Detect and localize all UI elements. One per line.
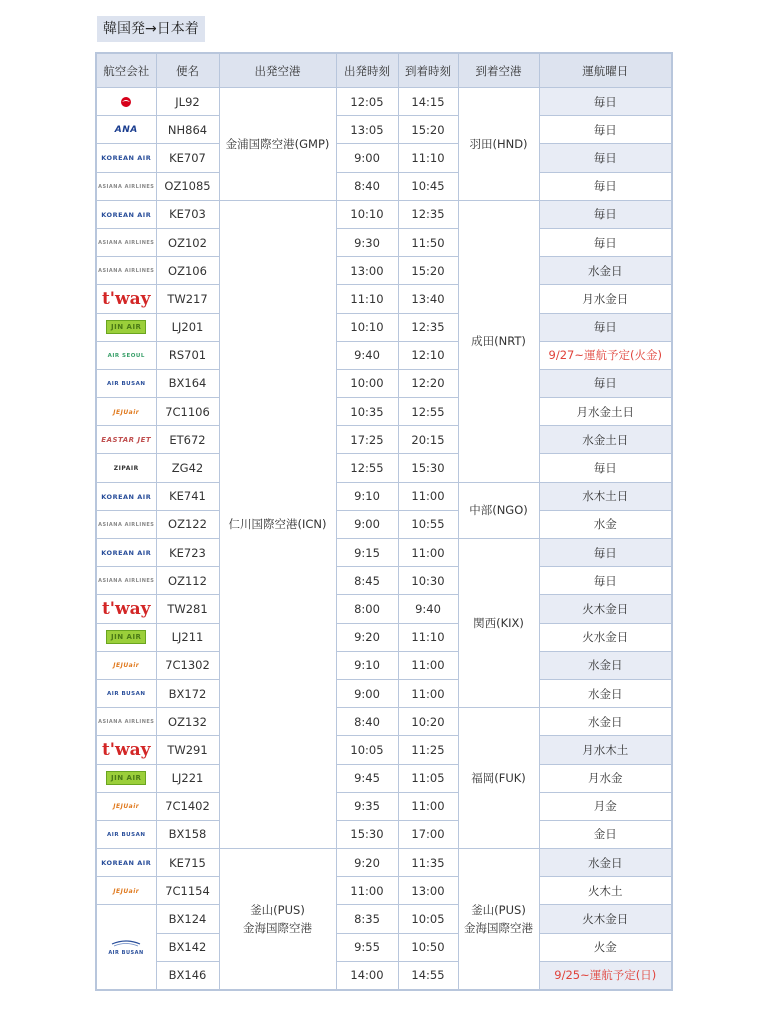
flight-number: KE715 — [156, 849, 219, 877]
departure-time: 10:00 — [336, 369, 398, 397]
operating-days: 毎日 — [539, 228, 672, 256]
header-operating-days: 運航曜日 — [539, 53, 672, 88]
table-row — [96, 341, 672, 369]
table-row — [96, 172, 672, 200]
operating-days: 毎日 — [539, 539, 672, 567]
operating-days: 毎日 — [539, 313, 672, 341]
arrival-time: 10:50 — [398, 933, 458, 961]
table-row — [96, 313, 672, 341]
operating-days: 火木金日 — [539, 905, 672, 933]
air-busan-logo-icon — [108, 936, 144, 958]
korean-air-logo-icon: KOREAN AIR — [101, 210, 152, 219]
arrival-time: 11:00 — [398, 539, 458, 567]
arrival-airport-hnd: 羽田(HND) — [458, 88, 539, 201]
operating-days: 水金日 — [539, 651, 672, 679]
air-busan-logo-icon: AIR BUSAN — [107, 380, 146, 387]
flight-number: OZ1085 — [156, 172, 219, 200]
airline-cell — [96, 510, 156, 538]
departure-time: 17:25 — [336, 426, 398, 454]
flight-number: 7C1302 — [156, 651, 219, 679]
eastar-jet-logo-icon: EASTAR JET — [101, 436, 152, 445]
operating-days: 月水木土 — [539, 736, 672, 764]
departure-time: 14:00 — [336, 961, 398, 989]
departure-time: 10:10 — [336, 200, 398, 228]
table-row — [96, 369, 672, 397]
operating-days: 金日 — [539, 820, 672, 848]
arrival-time: 10:20 — [398, 708, 458, 736]
korean-air-logo-icon: KOREAN AIR — [101, 492, 152, 501]
departure-time: 8:40 — [336, 172, 398, 200]
airline-cell — [96, 172, 156, 200]
flight-number: OZ102 — [156, 228, 219, 256]
departure-time: 9:45 — [336, 764, 398, 792]
arrival-time: 15:30 — [398, 454, 458, 482]
table-row — [96, 426, 672, 454]
departure-airport-pus-line2: 金海国際空港 — [243, 920, 312, 935]
zipair-logo-icon: ZIPAIR — [113, 465, 139, 473]
arrival-time: 14:55 — [398, 961, 458, 989]
flight-number: 7C1402 — [156, 792, 219, 820]
arrival-time: 13:00 — [398, 877, 458, 905]
arrival-time: 11:00 — [398, 679, 458, 707]
table-row — [96, 454, 672, 482]
airline-cell — [96, 228, 156, 256]
flight-number: NH864 — [156, 116, 219, 144]
operating-days: 火水金日 — [539, 623, 672, 651]
departure-time: 10:10 — [336, 313, 398, 341]
airline-cell — [96, 88, 156, 116]
departure-time: 9:55 — [336, 933, 398, 961]
operating-days: 月水金日 — [539, 285, 672, 313]
arrival-time: 12:55 — [398, 398, 458, 426]
departure-time: 9:40 — [336, 341, 398, 369]
arrival-time: 17:00 — [398, 820, 458, 848]
arrival-time: 12:35 — [398, 200, 458, 228]
departure-time: 9:00 — [336, 144, 398, 172]
table-row — [96, 144, 672, 172]
table-row — [96, 200, 672, 228]
arrival-airport-nrt: 成田(NRT) — [458, 200, 539, 482]
flight-number: RS701 — [156, 341, 219, 369]
airline-cell — [96, 313, 156, 341]
flight-number: OZ112 — [156, 567, 219, 595]
operating-days: 月水金 — [539, 764, 672, 792]
table-row — [96, 708, 672, 736]
table-row — [96, 539, 672, 567]
departure-time: 10:05 — [336, 736, 398, 764]
departure-time: 8:45 — [336, 567, 398, 595]
jeju-air-logo-icon: JEJUair — [113, 803, 140, 811]
arrival-time: 12:20 — [398, 369, 458, 397]
tway-logo-icon: t'way — [101, 598, 151, 619]
korean-air-logo-icon: KOREAN AIR — [101, 549, 152, 558]
flight-number: BX158 — [156, 820, 219, 848]
arrival-time: 13:40 — [398, 285, 458, 313]
header-departure-time: 出発時刻 — [336, 53, 398, 88]
flight-number: OZ132 — [156, 708, 219, 736]
operating-days: 毎日 — [539, 369, 672, 397]
airline-cell — [96, 398, 156, 426]
airline-cell — [96, 849, 156, 877]
table-row — [96, 510, 672, 538]
asiana-logo-icon: ASIANA AIRLINES — [98, 578, 155, 585]
departure-airport-gmp: 金浦国際空港(GMP) — [219, 88, 336, 201]
operating-days: 火木土 — [539, 877, 672, 905]
airline-cell — [96, 708, 156, 736]
operating-days: 月水金土日 — [539, 398, 672, 426]
table-row — [96, 679, 672, 707]
korean-air-logo-icon: KOREAN AIR — [101, 859, 152, 868]
table-row — [96, 820, 672, 848]
jin-air-logo-icon: JIN AIR — [106, 771, 146, 785]
table-row — [96, 764, 672, 792]
operating-days: 毎日 — [539, 88, 672, 116]
airline-cell — [96, 623, 156, 651]
arrival-time: 11:00 — [398, 792, 458, 820]
table-row — [96, 905, 672, 933]
table-row — [96, 651, 672, 679]
arrival-time: 12:35 — [398, 313, 458, 341]
air-busan-logo-icon: AIR BUSAN — [107, 691, 146, 698]
table-row — [96, 567, 672, 595]
departure-time: 9:00 — [336, 679, 398, 707]
arrival-time: 11:00 — [398, 651, 458, 679]
table-row — [96, 877, 672, 905]
departure-time: 9:10 — [336, 482, 398, 510]
page-title: 韓国発→日本着 — [97, 16, 205, 42]
arrival-time: 20:15 — [398, 426, 458, 454]
airline-cell — [96, 116, 156, 144]
flight-number: BX146 — [156, 961, 219, 989]
arrival-time: 10:55 — [398, 510, 458, 538]
airline-cell — [96, 369, 156, 397]
jin-air-logo-icon: JIN AIR — [106, 320, 146, 334]
tway-logo-icon: t'way — [101, 739, 151, 760]
flight-number: LJ221 — [156, 764, 219, 792]
table-row — [96, 285, 672, 313]
table-row — [96, 228, 672, 256]
header-arrival-time: 到着時刻 — [398, 53, 458, 88]
header-airline: 航空会社 — [96, 53, 156, 88]
operating-days: 水金日 — [539, 849, 672, 877]
asiana-logo-icon: ASIANA AIRLINES — [98, 521, 155, 528]
flight-schedule-table — [95, 52, 673, 991]
departure-time: 9:15 — [336, 539, 398, 567]
operating-days: 毎日 — [539, 116, 672, 144]
airline-cell — [96, 905, 156, 990]
arrival-airport-pus — [458, 849, 539, 990]
airline-cell — [96, 567, 156, 595]
departure-time: 9:20 — [336, 623, 398, 651]
asiana-logo-icon: ASIANA AIRLINES — [98, 268, 155, 275]
operating-days: 水木土日 — [539, 482, 672, 510]
arrival-time: 11:00 — [398, 482, 458, 510]
arrival-time: 10:05 — [398, 905, 458, 933]
operating-days: 水金日 — [539, 257, 672, 285]
arrival-time: 11:25 — [398, 736, 458, 764]
table-row — [96, 623, 672, 651]
asiana-logo-icon: ASIANA AIRLINES — [98, 240, 155, 247]
table-row — [96, 116, 672, 144]
jal-logo-icon — [119, 96, 133, 108]
air-busan-logo-text: AIR BUSAN — [108, 949, 144, 956]
table-row — [96, 792, 672, 820]
departure-time: 15:30 — [336, 820, 398, 848]
operating-days: 水金土日 — [539, 426, 672, 454]
airline-cell — [96, 792, 156, 820]
flight-number: BX172 — [156, 679, 219, 707]
departure-time: 11:10 — [336, 285, 398, 313]
departure-airport-pus — [219, 849, 336, 990]
flight-number: KE741 — [156, 482, 219, 510]
departure-time: 8:40 — [336, 708, 398, 736]
flight-number: TW281 — [156, 595, 219, 623]
departure-time: 9:00 — [336, 510, 398, 538]
arrival-time: 14:15 — [398, 88, 458, 116]
flight-number: BX124 — [156, 905, 219, 933]
arrival-airport-ngo: 中部(NGO) — [458, 482, 539, 538]
arrival-airport-pus-line2: 金海国際空港 — [464, 920, 533, 935]
table-row — [96, 736, 672, 764]
table-header-row — [96, 53, 672, 88]
table-row — [96, 933, 672, 961]
flight-number: TW291 — [156, 736, 219, 764]
departure-time: 10:35 — [336, 398, 398, 426]
flight-number: KE723 — [156, 539, 219, 567]
arrival-airport-fuk: 福岡(FUK) — [458, 708, 539, 849]
flight-number: 7C1106 — [156, 398, 219, 426]
flight-number: 7C1154 — [156, 877, 219, 905]
airline-cell — [96, 341, 156, 369]
departure-time: 9:35 — [336, 792, 398, 820]
departure-time: 12:55 — [336, 454, 398, 482]
flight-number: LJ211 — [156, 623, 219, 651]
operating-days: 水金日 — [539, 679, 672, 707]
operating-days: 火金 — [539, 933, 672, 961]
header-departure-airport: 出発空港 — [219, 53, 336, 88]
departure-time: 13:05 — [336, 116, 398, 144]
header-arrival-airport: 到着空港 — [458, 53, 539, 88]
flight-number: BX142 — [156, 933, 219, 961]
airline-cell — [96, 651, 156, 679]
arrival-time: 10:45 — [398, 172, 458, 200]
airline-cell — [96, 285, 156, 313]
table-row — [96, 398, 672, 426]
operating-days: 月金 — [539, 792, 672, 820]
departure-time: 13:00 — [336, 257, 398, 285]
table-row — [96, 595, 672, 623]
arrival-time: 11:05 — [398, 764, 458, 792]
airline-cell — [96, 736, 156, 764]
tway-logo-icon: t'way — [101, 288, 151, 309]
table-row — [96, 849, 672, 877]
arrival-time: 11:35 — [398, 849, 458, 877]
air-seoul-logo-icon: AIR SEOUL — [107, 352, 145, 359]
arrival-time: 12:10 — [398, 341, 458, 369]
airline-cell — [96, 820, 156, 848]
asiana-logo-icon: ASIANA AIRLINES — [98, 183, 155, 190]
operating-days: 水金 — [539, 510, 672, 538]
operating-days: 水金日 — [539, 708, 672, 736]
airline-cell — [96, 539, 156, 567]
flight-number: JL92 — [156, 88, 219, 116]
arrival-airport-pus-line1: 釜山(PUS) — [471, 902, 526, 917]
departure-time: 9:30 — [336, 228, 398, 256]
operating-days: 毎日 — [539, 144, 672, 172]
airline-cell — [96, 200, 156, 228]
asiana-logo-icon: ASIANA AIRLINES — [98, 719, 155, 726]
operating-days: 毎日 — [539, 567, 672, 595]
header-flight: 便名 — [156, 53, 219, 88]
flight-number: OZ122 — [156, 510, 219, 538]
arrival-time: 10:30 — [398, 567, 458, 595]
table-row — [96, 961, 672, 989]
flight-number: BX164 — [156, 369, 219, 397]
airline-cell — [96, 595, 156, 623]
departure-airport-pus-line1: 釜山(PUS) — [250, 902, 305, 917]
jeju-air-logo-icon: JEJUair — [113, 408, 140, 416]
flight-number: LJ201 — [156, 313, 219, 341]
flight-number: ZG42 — [156, 454, 219, 482]
flight-number: ET672 — [156, 426, 219, 454]
jeju-air-logo-icon: JEJUair — [113, 662, 140, 670]
departure-airport-icn: 仁川国際空港(ICN) — [219, 200, 336, 848]
departure-time: 8:35 — [336, 905, 398, 933]
operating-days: 毎日 — [539, 454, 672, 482]
airline-cell — [96, 426, 156, 454]
airline-cell — [96, 482, 156, 510]
arrival-time: 15:20 — [398, 116, 458, 144]
arrival-time: 11:10 — [398, 623, 458, 651]
arrival-airport-kix: 関西(KIX) — [458, 539, 539, 708]
ana-logo-icon: ANA — [114, 125, 138, 136]
flight-number: KE703 — [156, 200, 219, 228]
operating-days: 毎日 — [539, 200, 672, 228]
jin-air-logo-icon: JIN AIR — [106, 630, 146, 644]
departure-time: 11:00 — [336, 877, 398, 905]
arrival-time: 9:40 — [398, 595, 458, 623]
table-row — [96, 88, 672, 116]
operating-days: 火木金日 — [539, 595, 672, 623]
airline-cell — [96, 877, 156, 905]
departure-time: 9:10 — [336, 651, 398, 679]
flight-number: OZ106 — [156, 257, 219, 285]
airline-cell — [96, 679, 156, 707]
departure-time: 8:00 — [336, 595, 398, 623]
arrival-time: 11:50 — [398, 228, 458, 256]
departure-time: 9:20 — [336, 849, 398, 877]
airline-cell — [96, 144, 156, 172]
flight-number: KE707 — [156, 144, 219, 172]
airline-cell — [96, 454, 156, 482]
arrival-time: 11:10 — [398, 144, 458, 172]
departure-time: 12:05 — [336, 88, 398, 116]
table-row — [96, 257, 672, 285]
air-busan-logo-icon: AIR BUSAN — [107, 831, 146, 838]
airline-cell — [96, 764, 156, 792]
table-row — [96, 482, 672, 510]
operating-days: 毎日 — [539, 172, 672, 200]
korean-air-logo-icon: KOREAN AIR — [101, 154, 152, 163]
airline-cell — [96, 257, 156, 285]
flight-number: TW217 — [156, 285, 219, 313]
arrival-time: 15:20 — [398, 257, 458, 285]
jeju-air-logo-icon: JEJUair — [113, 887, 140, 895]
operating-days: 9/27~運航予定(火金) — [539, 341, 672, 369]
operating-days: 9/25~運航予定(日) — [539, 961, 672, 989]
